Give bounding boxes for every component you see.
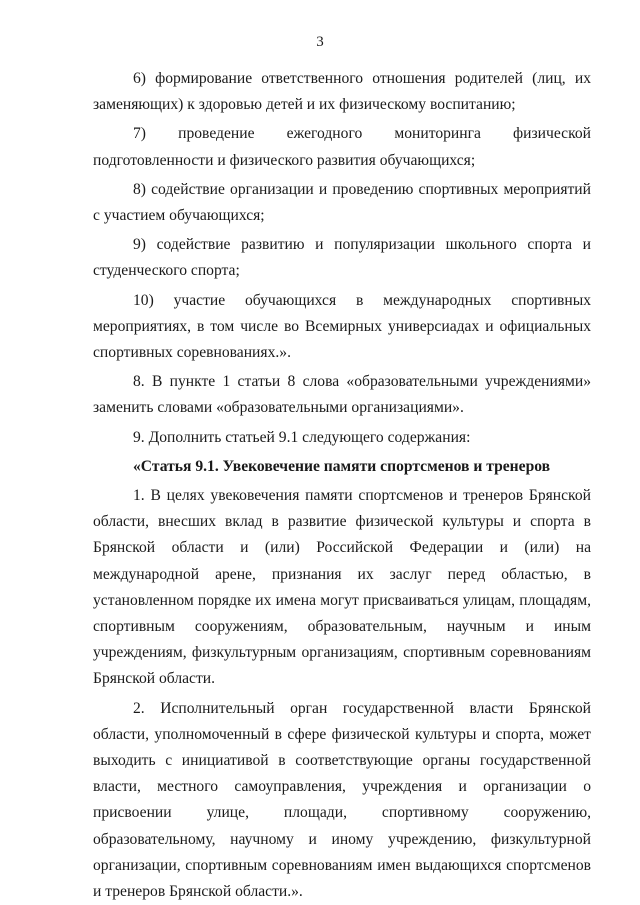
paragraph-amendment-8: 8. В пункте 1 статьи 8 слова «образовательными учреждениями» заменить словами «образовательными организациями». (93, 373, 591, 417)
paragraph-item-9: 9) содействие развитию и популяризации школьного спорта и студенческого спорта; (93, 236, 591, 280)
paragraph-item-7: 7) проведение ежегодного мониторинга физической подготовленности и физического развития обучающихся; (93, 125, 591, 169)
page-number: 3 (316, 34, 324, 50)
paragraph-item-6: 6) формирование ответственного отношения родителей (лиц, их заменяющих) к здоровью детей и их физическому воспитанию; (93, 70, 591, 114)
article-heading: «Статья 9.1. Увековечение памяти спортсменов и тренеров (133, 457, 551, 475)
document-body (93, 66, 591, 905)
paragraph-amendment-9: 9. Дополнить статьей 9.1 следующего содержания: (133, 428, 471, 446)
paragraph-item-10: 10) участие обучающихся в международных спортивных мероприятиях, в том числе во Всемирных универсиадах и официальных спортивных соревнованиях.». (93, 291, 591, 362)
article-clause-1: 1. В целях увековечения памяти спортсменов и тренеров Брянской области, внесших вклад в развитие физической культуры и спорта в Брянской области и (или) Российской Федерации и (или) на международной арене, признания их заслуг перед областью, в установленном порядке их имена могут присваиваться улицам, площадям, спортивным сооружениям, образовательным, научным и иным учреждениям, физкультурным организациям, спортивным соревнованиям Брянской области. (93, 487, 591, 688)
paragraph-item-8: 8) содействие организации и проведению спортивных мероприятий с участием обучающихся; (93, 180, 591, 225)
article-clause-2: 2. Исполнительный орган государственной власти Брянской области, уполномоченный в сфере физической культуры и спорта, может выходить с инициативой в соответствующие органы государственной власти, местного самоуправления, учреждения и организации о присвоении улице, площади, спортивному сооружению, образовательному, научному и иному учреждению, физкультурной организации, спортивным соревнованиям имен выдающихся спортсменов и тренеров Брянской области.». (93, 699, 591, 901)
